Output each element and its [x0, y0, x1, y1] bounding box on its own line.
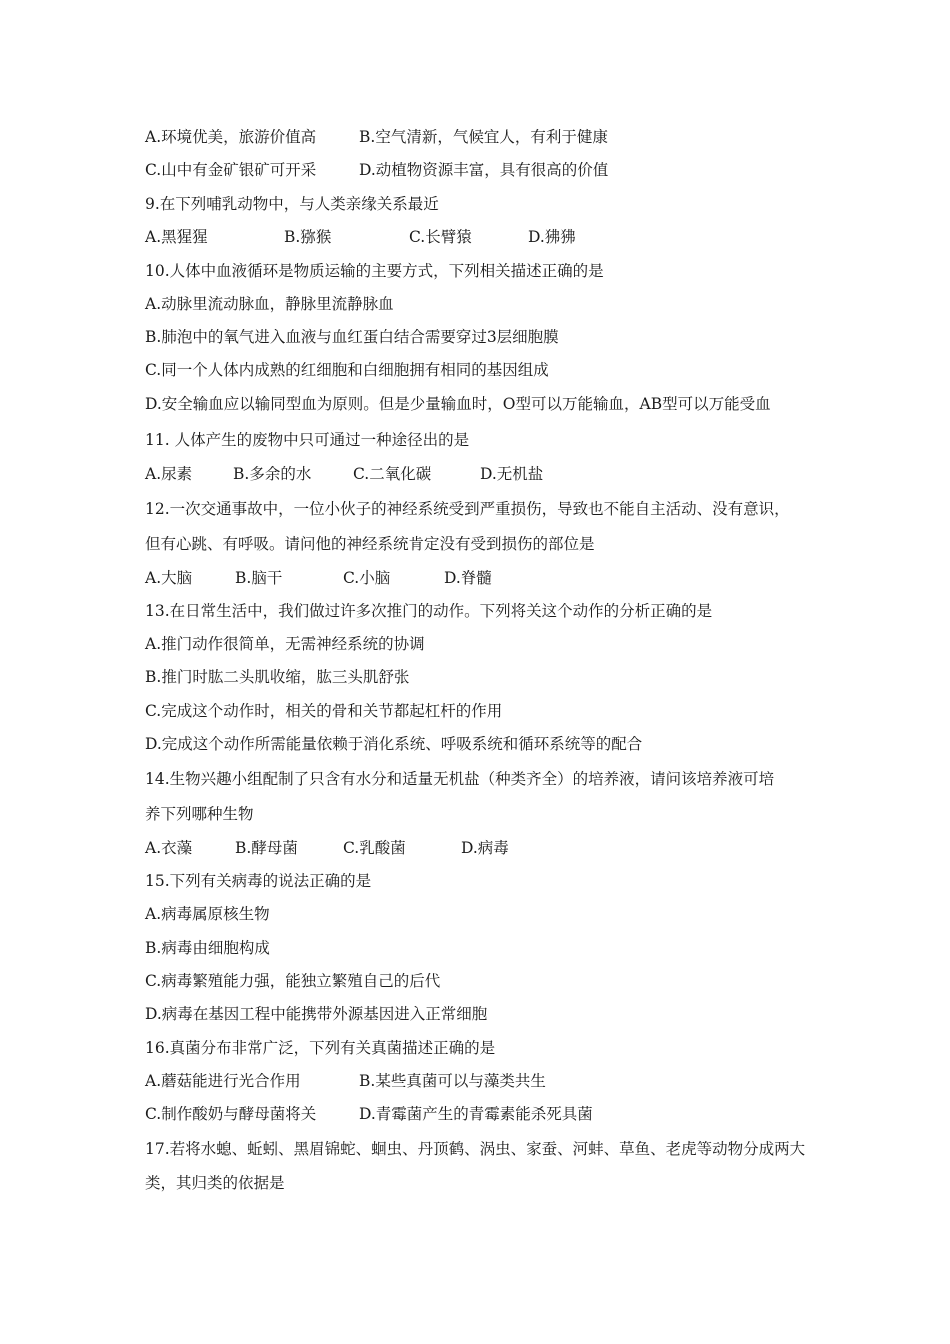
- q12-option-a: A.大脑: [145, 569, 193, 587]
- q13-stem: 13.在日常生活中，我们做过许多次推门的动作。下列将关这个动作的分析正确的是: [145, 602, 713, 620]
- q14-stem-line-1: 14.生物兴趣小组配制了只含有水分和适量无机盐（种类齐全）的培养液，请问该培养液可培: [145, 770, 775, 788]
- q13-option-d: D.完成这个动作所需能量依赖于消化系统、呼吸系统和循环系统等的配合: [145, 735, 643, 753]
- q15-option-a: A.病毒属原核生物: [145, 905, 270, 923]
- q17-stem-line-1: 17.若将水螅、蚯蚓、黑眉锦蛇、蛔虫、丹顶鹤、涡虫、家蚕、河蚌、草鱼、老虎等动物分成两大: [145, 1140, 806, 1158]
- q8-option-b: B.空气清新，气候宜人，有利于健康: [359, 128, 608, 146]
- q12-option-d: D.脊髓: [444, 569, 492, 587]
- q11-option-b: B.多余的水: [233, 465, 312, 483]
- q11-option-a: A.尿素: [145, 465, 193, 483]
- q8-option-c: C.山中有金矿银矿可开采: [145, 161, 317, 179]
- q14-stem-line-2: 养下列哪种生物: [145, 805, 254, 823]
- q12-stem-line-1: 12.一次交通事故中，一位小伙子的神经系统受到严重损伤，导致也不能自主活动、没有意识，: [145, 500, 790, 518]
- q16-option-a: A.蘑菇能进行光合作用: [145, 1072, 301, 1090]
- q15-option-d: D.病毒在基因工程中能携带外源基因进入正常细胞: [145, 1005, 488, 1023]
- q13-option-b: B.推门时肱二头肌收缩，肱三头肌舒张: [145, 668, 410, 686]
- q14-option-c: C.乳酸菌: [343, 839, 406, 857]
- q15-option-c: C.病毒繁殖能力强，能独立繁殖自己的后代: [145, 972, 441, 990]
- q16-option-b: B.某些真菌可以与藻类共生: [359, 1072, 546, 1090]
- q13-option-c: C.完成这个动作时，相关的骨和关节都起杠杆的作用: [145, 702, 503, 720]
- q15-stem: 15.下列有关病毒的说法正确的是: [145, 872, 372, 890]
- q11-option-c: C.二氧化碳: [353, 465, 432, 483]
- q10-option-a: A.动脉里流动脉血，静脉里流静脉血: [145, 295, 394, 313]
- q9-option-a: A.黑猩猩: [145, 228, 208, 246]
- q9-option-d: D.狒狒: [528, 228, 576, 246]
- q12-stem-line-2: 但有心跳、有呼吸。请问他的神经系统肯定没有受到损伤的部位是: [145, 535, 595, 553]
- q16-option-c: C.制作酸奶与酵母菌将关: [145, 1105, 317, 1123]
- q10-option-d: D.安全输血应以输同型血为原则。但是少量输血时，O型可以万能输血，AB型可以万能受血: [145, 395, 771, 413]
- q9-option-b: B.猕猴: [284, 228, 332, 246]
- q14-option-d: D.病毒: [461, 839, 509, 857]
- q14-option-b: B.酵母菌: [235, 839, 298, 857]
- q10-stem: 10.人体中血液循环是物质运输的主要方式，下列相关描述正确的是: [145, 262, 604, 280]
- q9-option-c: C.长臂猿: [409, 228, 472, 246]
- q16-stem: 16.真菌分布非常广泛，下列有关真菌描述正确的是: [145, 1039, 496, 1057]
- q12-option-b: B.脑干: [235, 569, 283, 587]
- q16-option-d: D.青霉菌产生的青霉素能杀死具菌: [359, 1105, 593, 1123]
- q9-stem: 9.在下列哺乳动物中，与人类亲缘关系最近: [145, 195, 439, 213]
- q8-option-a: A.环境优美，旅游价值高: [145, 128, 317, 146]
- q11-option-d: D.无机盐: [480, 465, 544, 483]
- q14-option-a: A.衣藻: [145, 839, 193, 857]
- q15-option-b: B.病毒由细胞构成: [145, 939, 270, 957]
- q10-option-b: B.肺泡中的氧气进入血液与血红蛋白结合需要穿过3层细胞膜: [145, 328, 559, 346]
- q13-option-a: A.推门动作很简单，无需神经系统的协调: [145, 635, 425, 653]
- q12-option-c: C.小脑: [343, 569, 391, 587]
- q11-stem: 11. 人体产生的废物中只可通过一种途径出的是: [145, 431, 470, 449]
- q10-option-c: C.同一个人体内成熟的红细胞和白细胞拥有相同的基因组成: [145, 361, 549, 379]
- q8-option-d: D.动植物资源丰富，具有很高的价值: [359, 161, 609, 179]
- q17-stem-line-2: 类，其归类的依据是: [145, 1174, 285, 1192]
